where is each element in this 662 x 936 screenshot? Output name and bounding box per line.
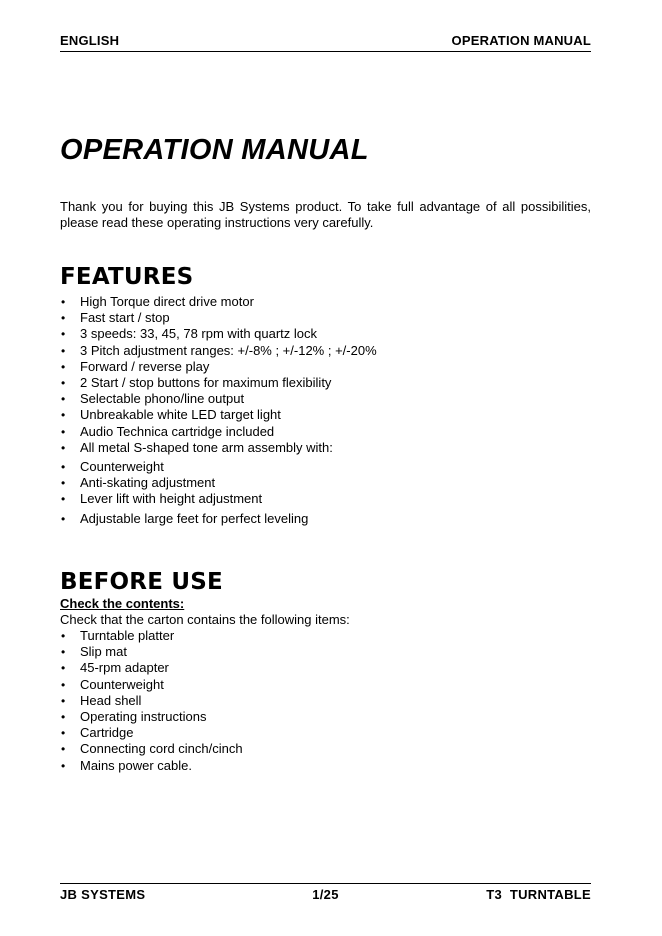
list-item: • Counterweight <box>60 677 591 693</box>
features-list <box>60 294 591 456</box>
document-title: OPERATION MANUAL <box>60 134 369 166</box>
tone-arm-sublist <box>60 459 591 508</box>
intro-paragraph: Thank you for buying this JB Systems product. To take full advantage of all possibilities, please read these operating instructions very carefully. <box>60 199 591 230</box>
list-item: • Fast start / stop <box>60 310 591 326</box>
list-item: • 2 Start / stop buttons for maximum flexibility <box>60 375 591 391</box>
header-language: ENGLISH <box>60 33 120 48</box>
list-item: • Head shell <box>60 693 591 709</box>
list-item: • Operating instructions <box>60 709 591 725</box>
list-item: • All metal S-shaped tone arm assembly with: <box>60 440 591 456</box>
list-item: • 45-rpm adapter <box>60 660 591 676</box>
list-item: • Connecting cord cinch/cinch <box>60 741 591 757</box>
list-item: • 3 speeds: 33, 45, 78 rpm with quartz lock <box>60 326 591 342</box>
list-item: • Mains power cable. <box>60 758 591 774</box>
check-contents-text: Check that the carton contains the following items: <box>60 612 350 627</box>
sub-list-item: • Anti-skating adjustment <box>60 475 591 491</box>
list-item: • Forward / reverse play <box>60 359 591 375</box>
list-item: • Turntable platter <box>60 628 591 644</box>
list-item: • Unbreakable white LED target light <box>60 407 591 423</box>
features-list-end <box>60 511 591 527</box>
header-doc-type: OPERATION MANUAL <box>451 33 591 48</box>
list-item: • Audio Technica cartridge included <box>60 424 591 440</box>
page-header <box>60 33 591 52</box>
sub-list-item: • Counterweight <box>60 459 591 475</box>
features-section <box>60 263 591 527</box>
sub-list-item: • Lever lift with height adjustment <box>60 491 591 507</box>
footer-product: T3 TURNTABLE <box>486 887 591 902</box>
list-item: • Adjustable large feet for perfect leveling <box>60 511 591 527</box>
page-footer <box>60 883 591 902</box>
list-item: • Cartridge <box>60 725 591 741</box>
list-item: • Selectable phono/line output <box>60 391 591 407</box>
list-item: • Slip mat <box>60 644 591 660</box>
footer-brand: JB SYSTEMS <box>60 887 146 902</box>
check-contents-subheading: Check the contents: <box>60 596 185 611</box>
list-item: • 3 Pitch adjustment ranges: +/-8% ; +/-12% ; +/-20% <box>60 343 591 359</box>
features-heading: FEATURES <box>60 264 194 290</box>
before-use-section <box>60 568 591 774</box>
list-item: • High Torque direct drive motor <box>60 294 591 310</box>
before-use-heading: BEFORE USE <box>60 569 223 595</box>
contents-list <box>60 628 591 774</box>
page-number: 1/25 <box>312 887 339 902</box>
